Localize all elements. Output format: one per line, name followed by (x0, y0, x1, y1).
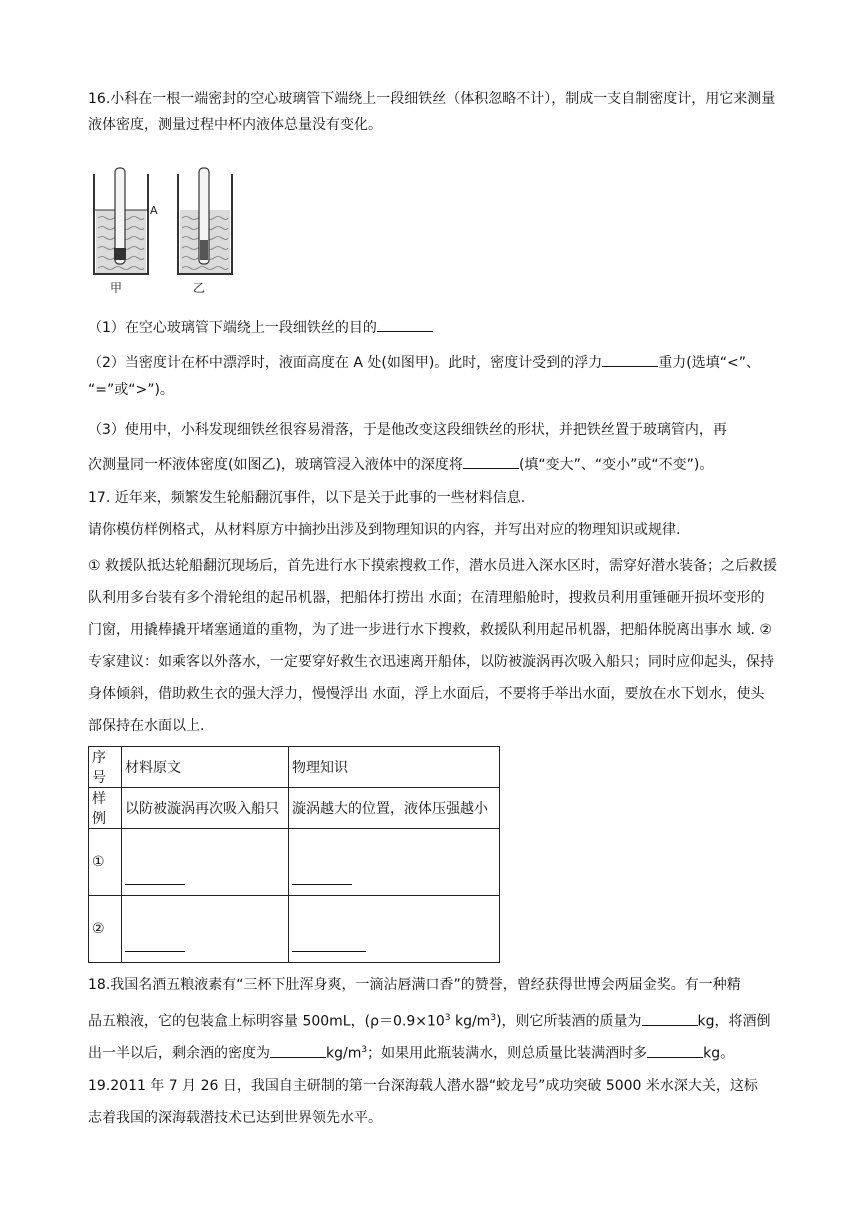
answer-blank[interactable] (292, 870, 352, 885)
q16-sub2: （2）当密度计在杯中漂浮时，液面高度在 A 处(如图甲)。此时，密度计受到的浮力 重力(选填“<”、 (88, 350, 760, 373)
answer-blank[interactable] (270, 1041, 326, 1058)
q17-stem2: 请你模仿样例格式，从材料原方中摘抄出涉及到物理知识的内容，并写出对应的物理知识或规律. (88, 522, 681, 538)
q18-line3: 出一半以后，剩余酒的密度为 $kg/m^3$；如果用此瓶装满水，则总质量比装满酒时多 kg。 (88, 1040, 734, 1064)
answer-blank[interactable] (292, 937, 366, 952)
answer-blank[interactable] (377, 315, 433, 332)
table-cell: 以防被漩涡再次吸入船只 (122, 788, 289, 829)
table-row-example (89, 788, 500, 829)
table-cell: ② (89, 896, 122, 963)
answer-blank[interactable] (463, 452, 519, 469)
q18-line2: 品五粮液，它的包装盒上标明容量 500mL，($\rho=0.9\times 10^3$ $kg/m^3$)，则它所装酒的质量为 kg，将酒倒 (88, 1008, 771, 1032)
q16-sub3: （3）使用中，小科发现细铁丝很容易滑落，于是他改变这段细铁丝的形状，并把铁丝置于玻璃管内，再 (88, 422, 727, 438)
table-cell[interactable] (122, 896, 289, 963)
densimeter-figure (88, 166, 268, 296)
answer-blank[interactable] (125, 937, 185, 952)
q16-stem: 16.小科在一根一端密封的空心玻璃管下端绕上一段细铁丝（体积忽略不计），制成一支自制密度计，用它来测量液体密度，测量过程中杯内液体总量没有变化。 (88, 91, 776, 133)
table-cell: ① (89, 829, 122, 896)
header-cell: 序号 (89, 747, 122, 788)
beaker-yi (178, 168, 232, 274)
table-cell: 漩涡越大的位置，液体压强越小 (289, 788, 500, 829)
q16-sub1: （1）在空心玻璃管下端绕上一段细铁丝的目的 (88, 315, 433, 338)
beaker-jia (94, 168, 148, 274)
table-cell: 样例 (89, 788, 122, 829)
answer-blank[interactable] (647, 1041, 703, 1058)
q16-sub3-cont: 次测量同一杯液体密度(如图乙)，玻璃管浸入液体中的深度将 (填“变大”、“变小”或“不变”)。 (88, 452, 713, 475)
table-cell[interactable] (289, 829, 500, 896)
label-jia: 甲 (110, 281, 123, 295)
answer-blank[interactable] (602, 350, 658, 367)
q19-line2: 志着我国的深海载潜技术已达到世界领先水平。 (88, 1110, 382, 1126)
label-a: A (150, 204, 158, 217)
q18-line1: 18.我国名酒五粮液素有“三杯下肚浑身爽，一滴沾唇满口香”的赞誉，曾经获得世博会两届金奖。有一种精 (88, 977, 741, 993)
table-row (89, 829, 500, 896)
header-cell: 物理知识 (289, 747, 500, 788)
q17-stem1: 17. 近年来，频繁发生轮船翻沉事件，以下是关于此事的一些材料信息. (88, 490, 526, 506)
table-cell[interactable] (122, 829, 289, 896)
label-yi: 乙 (193, 281, 206, 295)
table-cell[interactable] (289, 896, 500, 963)
answer-blank[interactable] (125, 870, 185, 885)
header-cell: 材料原文 (122, 747, 289, 788)
q19-line1: 19.2011 年 7 月 26 日，我国自主研制的第一台深海载人潜水器“蛟龙号”成功突破 5000 米水深大关，这标 (88, 1078, 758, 1094)
q16-sub2-cont: “=”或“>”)。 (88, 382, 174, 398)
table-row (89, 896, 500, 963)
q17-material: ① 救援队抵达轮船翻沉现场后，首先进行水下摸索搜救工作，潜水员进入深水区时，需穿好潜水装备；之后救援队利用多台装有多个滑轮组的起吊机器，把船体打捞出 水面；在清理船舱时，搜救员利用重锤砸开损坏变形的门窗，用撬棒撬开堵塞通道的重物，为了进一步进行水下搜救，救援队利用起吊机器，把船体脱离出事水 域. ②专家建议：如乘客以外落水，一定要穿好救生衣迅速离开船体，以防被漩涡再次吸入船只；同时应仰起头，保持身体倾斜，借助救生衣的强大浮力，慢慢浮出 水面，浮上水面后，不要将手举出水面，要放在水下划水，使头部保持在水面以上. (88, 558, 777, 734)
answer-blank[interactable] (642, 1009, 698, 1026)
table-header-row (89, 747, 500, 788)
material-table (88, 746, 500, 963)
